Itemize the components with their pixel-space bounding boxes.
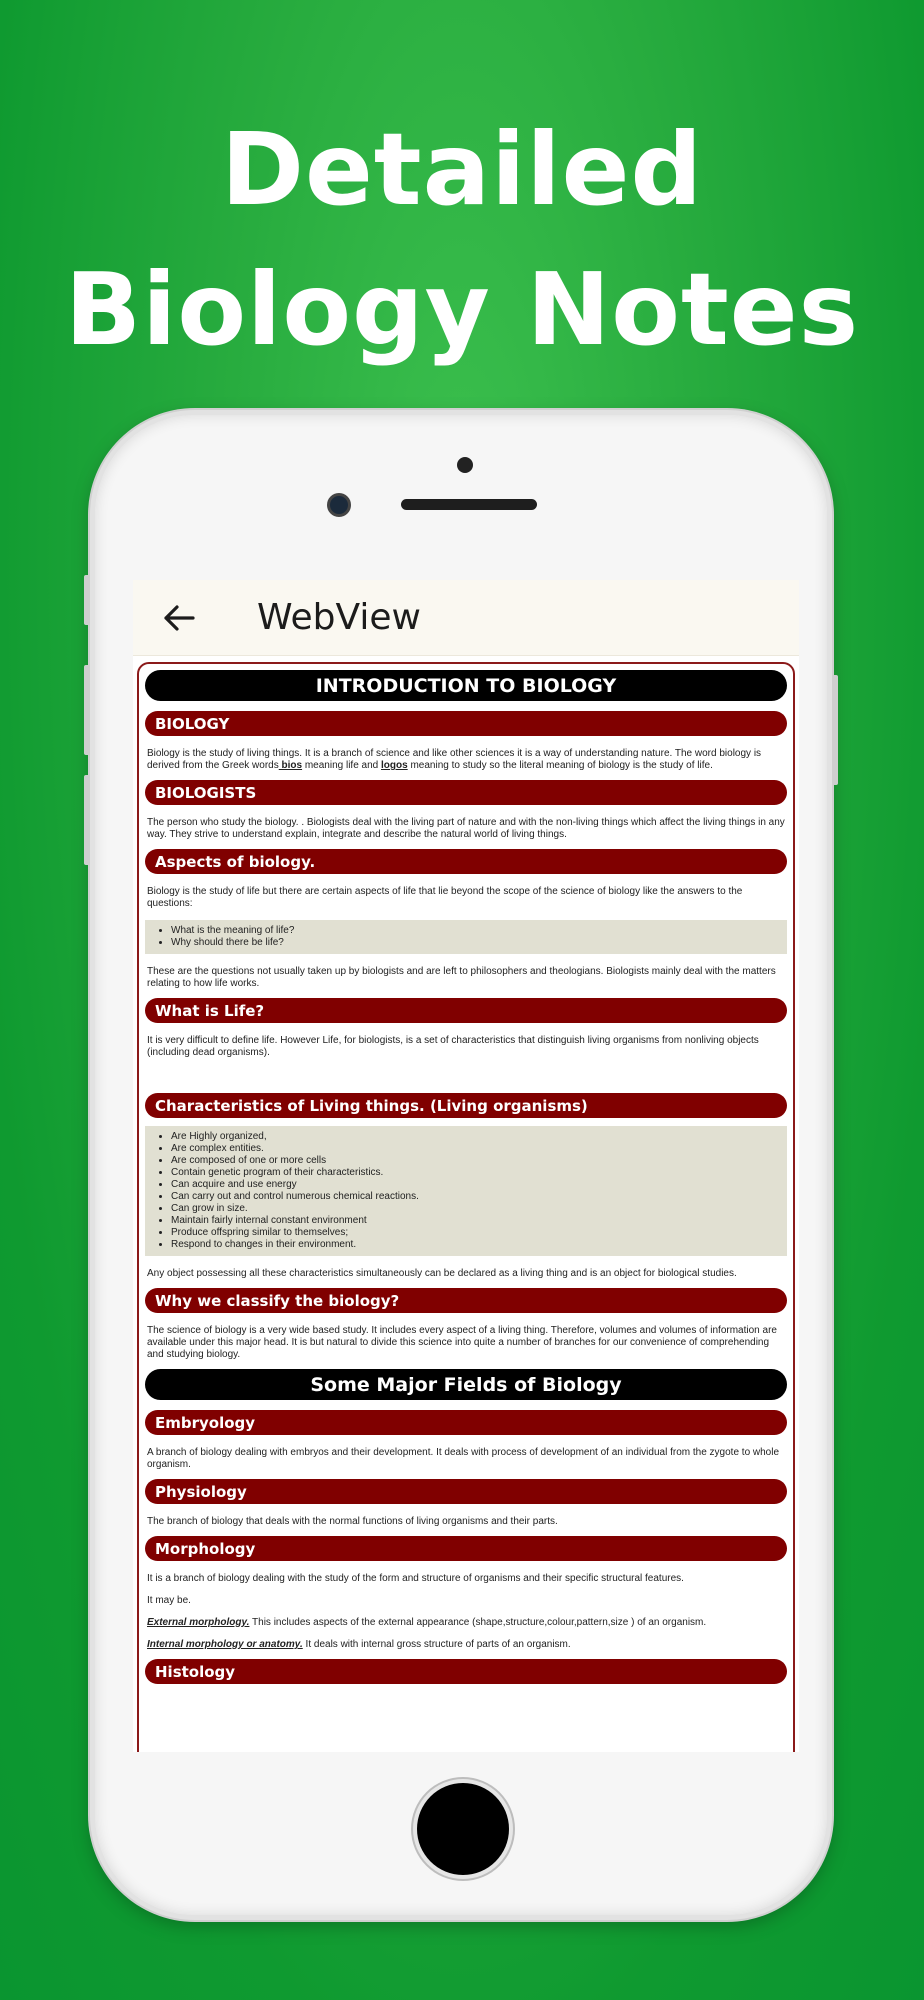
list-item: • Contain genetic program of their characteristics. [171,1167,787,1179]
section-heading-aspects: Aspects of biology. [145,849,787,874]
field-heading-morphology: Morphology [145,1536,787,1561]
external-morphology-text: This includes aspects of the external appearance (shape,structure,colour,pattern,size ) of an organism. [249,1617,707,1628]
section-heading-characteristics: Characteristics of Living things. (Living organisms) [145,1093,787,1118]
physiology-paragraph: The branch of biology that deals with the normal functions of living organisms and their parts. [147,1516,558,1527]
logos-word: logos [381,760,408,771]
section-heading-what-is-life: What is Life? [145,998,787,1023]
app-bar-title: WebView [257,597,421,638]
internal-morphology-text: It deals with internal gross structure of parts of an organism. [302,1639,571,1650]
list-item: • Can acquire and use energy [171,1179,787,1191]
biology-text-part3: meaning to study so the literal meaning of biology is the study of life. [407,760,713,771]
bios-word: bios [278,760,303,771]
characteristics-after-paragraph: Any object possessing all these characteristics simultaneously can be declared as a living thing and is an object for biological studies. [147,1268,737,1279]
field-heading-embryology: Embryology [145,1410,787,1435]
external-morphology-label: External morphology. [147,1617,250,1628]
spacer [145,1067,787,1093]
home-button[interactable] [417,1783,509,1875]
field-heading-histology: Histology [145,1659,787,1684]
app-bar [133,580,799,656]
list-item: • Are composed of one or more cells [171,1155,787,1167]
volume-up-button [84,665,90,755]
list-item: • Can grow in size. [171,1203,787,1215]
characteristics-list [145,1126,787,1256]
list-item: • Why should there be life? [171,937,787,949]
headline-line-1: Detailed [220,111,704,228]
list-item: • Respond to changes in their environment. [171,1239,787,1251]
list-item: • What is the meaning of life? [171,925,787,937]
morphology-may-be: It may be. [147,1595,191,1606]
biology-text-part1: Biology is the study of living things. It is a branch of science and like other sciences it is a way of understanding nature. The word biology is derived from the Greek words [147,748,762,771]
biology-text-part2: meaning life and [302,760,382,771]
section-heading-classify: Why we classify the biology? [145,1288,787,1313]
proximity-sensor [457,457,473,473]
biologists-paragraph: The person who study the biology. . Biologists deal with the living part of nature and with the non-living things which affect the living things in any way. They strive to understand explain, integrate and describe the natural world of living things. [147,817,785,840]
power-button [832,675,838,785]
morphology-paragraph: It is a branch of biology dealing with the study of the form and structure of organisms and their specific structural features. [147,1573,684,1584]
section-heading-biologists: BIOLOGISTS [145,780,787,805]
fields-title: Some Major Fields of Biology [145,1369,787,1400]
back-arrow-icon[interactable] [159,598,199,638]
aspects-question-list [145,920,787,954]
section-heading-biology: BIOLOGY [145,711,787,736]
external-morphology-paragraph [145,1615,787,1637]
earpiece-speaker [401,499,537,510]
field-heading-physiology: Physiology [145,1479,787,1504]
list-item: • Are complex entities. [171,1143,787,1155]
mute-switch [84,575,90,625]
list-item: • Can carry out and control numerous chemical reactions. [171,1191,787,1203]
list-item: • Maintain fairly internal constant environment [171,1215,787,1227]
webview-content[interactable] [137,662,795,1752]
what-is-life-paragraph: It is very difficult to define life. However Life, for biologists, is a set of characteristics that distinguish living organisms from nonliving objects (including dead organisms). [147,1035,759,1058]
phone-screen [133,580,799,1752]
headline [0,100,924,380]
front-camera [327,493,351,517]
internal-morphology-paragraph [145,1637,787,1659]
embryology-paragraph: A branch of biology dealing with embryos and their development. It deals with process of development of an individual from the zygote to whole organism. [147,1447,780,1470]
biology-paragraph [145,742,787,780]
internal-morphology-label: Internal morphology or anatomy. [147,1639,303,1650]
classify-paragraph: The science of biology is a very wide based study. It includes every aspect of a living thing. Therefore, volumes and volumes of information are available under this major head. It is but natural to divide this science into quite a number of branches for our convenience of comprehending and studying biology. [147,1325,777,1360]
headline-line-2: Biology Notes [64,251,860,368]
aspects-after-paragraph: These are the questions not usually taken up by biologists and are left to philosophers and theologians. Biologists mainly deal with the matters relating to how life works. [147,966,776,989]
main-title: INTRODUCTION TO BIOLOGY [145,670,787,701]
aspects-paragraph: Biology is the study of life but there are certain aspects of life that lie beyond the scope of the science of biology like the answers to the questions: [147,886,743,909]
volume-down-button [84,775,90,865]
list-item: • Produce offspring similar to themselves; [171,1227,787,1239]
list-item: • Are Highly organized, [171,1131,787,1143]
phone-frame [90,410,832,1920]
